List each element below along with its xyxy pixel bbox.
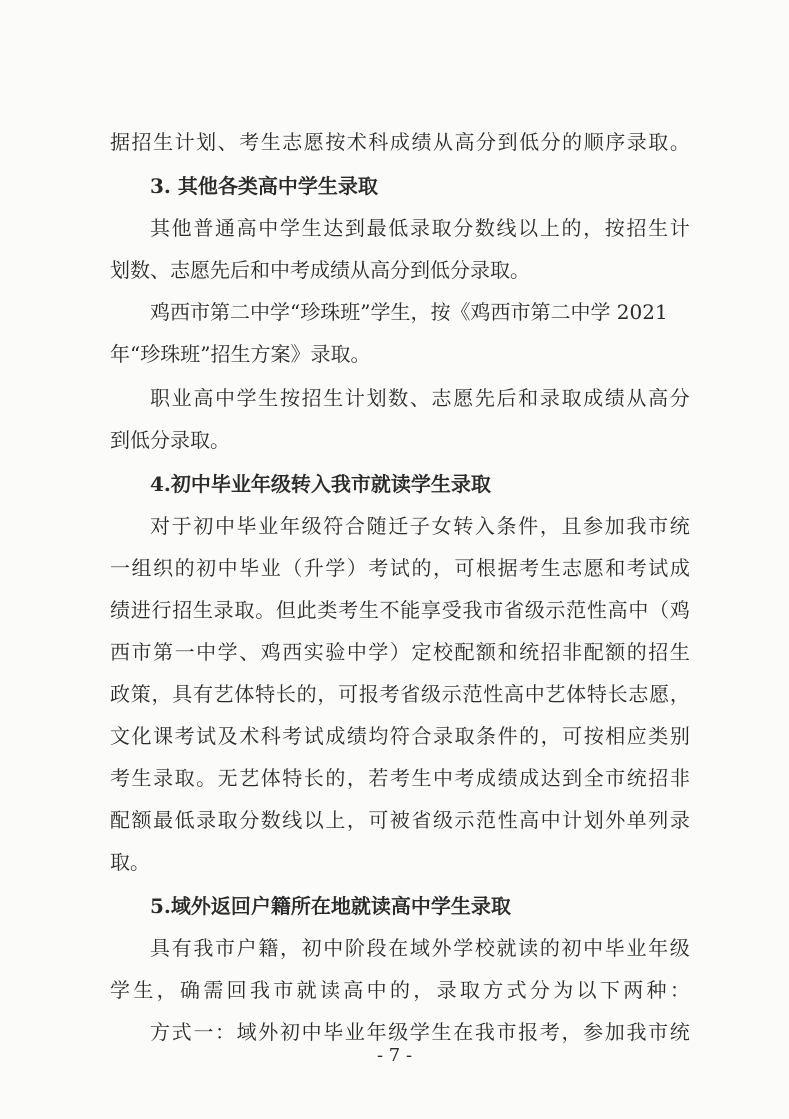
text-line: 其 他 普 通 高 中 学 生 达 到 最 低 录 取 分 数 线 以 上 的 ， 按 招 生 计	[150, 216, 690, 240]
text-line: 对 于 初 中 毕 业 年 级 符 合 随 迁 子 女 转 入 条 件 ， 且 参 加 我 市 统	[150, 514, 690, 538]
text-line: 西 市 第 一 中 学 、 鸡 西 实 验 中 学 ） 定 校 配 额 和 统 招 非 配 额 的 招 生	[110, 640, 690, 664]
text-line: 学 生 ， 确 需 回 我 市 就 读 高 中 的 ， 录 取 方 式 分 为 以 下 两 种 ：	[110, 978, 690, 1002]
text-line: 据 招 生 计 划 、 考 生 志 愿 按 术 科 成 绩 从 高 分 到 低 分 的 顺 序 录 取 。	[110, 130, 690, 154]
page-number: - 7 -	[376, 1045, 413, 1066]
text-line: 取。	[110, 850, 150, 874]
text-line: 年“珍珠班”招生方案》录取。	[110, 342, 371, 366]
text-line: 考 生 录 取 。 无 艺 体 特 长 的 ， 若 考 生 中 考 成 绩 成 达 到 全 市 统 招 非	[110, 766, 690, 790]
text-line: 配 额 最 低 录 取 分 数 线 以 上 ， 可 被 省 级 示 范 性 高 中 计 划 外 单 列 录	[110, 808, 690, 832]
text-line: 文 化 课 考 试 及 术 科 考 试 成 绩 均 符 合 录 取 条 件 的 ， 可 按 相 应 类 别	[110, 724, 690, 748]
section-heading: 4.初中毕业年级转入我市就读学生录取	[150, 472, 491, 496]
text-line: 政 策 ， 具 有 艺 体 特 长 的 ， 可 报 考 省 级 示 范 性 高 中 艺 体 特 长 志 愿 ，	[110, 682, 690, 706]
text-line: 方 式 一 ： 域 外 初 中 毕 业 年 级 学 生 在 我 市 报 考 ， 参 加 我 市 统	[150, 1020, 690, 1044]
text-line: 划数、志愿先后和中考成绩从高分到低分录取。	[110, 258, 530, 282]
text-line: 鸡西市第二中学“珍珠班”学生，按《鸡西市第二中学 2021	[150, 300, 668, 324]
text-line: 绩 进 行 招 生 录 取 。 但 此 类 考 生 不 能 享 受 我 市 省 级 示 范 性 高 中 （ 鸡	[110, 598, 690, 622]
text-line: 一 组 织 的 初 中 毕 业 （ 升 学 ） 考 试 的 ， 可 根 据 考 生 志 愿 和 考 试 成	[110, 556, 690, 580]
text-line: 职 业 高 中 学 生 按 招 生 计 划 数 、 志 愿 先 后 和 录 取 成 绩 从 高 分	[150, 386, 690, 410]
section-heading: 5.域外返回户籍所在地就读高中学生录取	[150, 894, 511, 918]
section-heading: 3. 其他各类高中学生录取	[150, 174, 378, 198]
text-line: 具 有 我 市 户 籍 ， 初 中 阶 段 在 域 外 学 校 就 读 的 初 中 毕 业 年 级	[150, 936, 690, 960]
text-line: 到低分录取。	[110, 428, 230, 452]
